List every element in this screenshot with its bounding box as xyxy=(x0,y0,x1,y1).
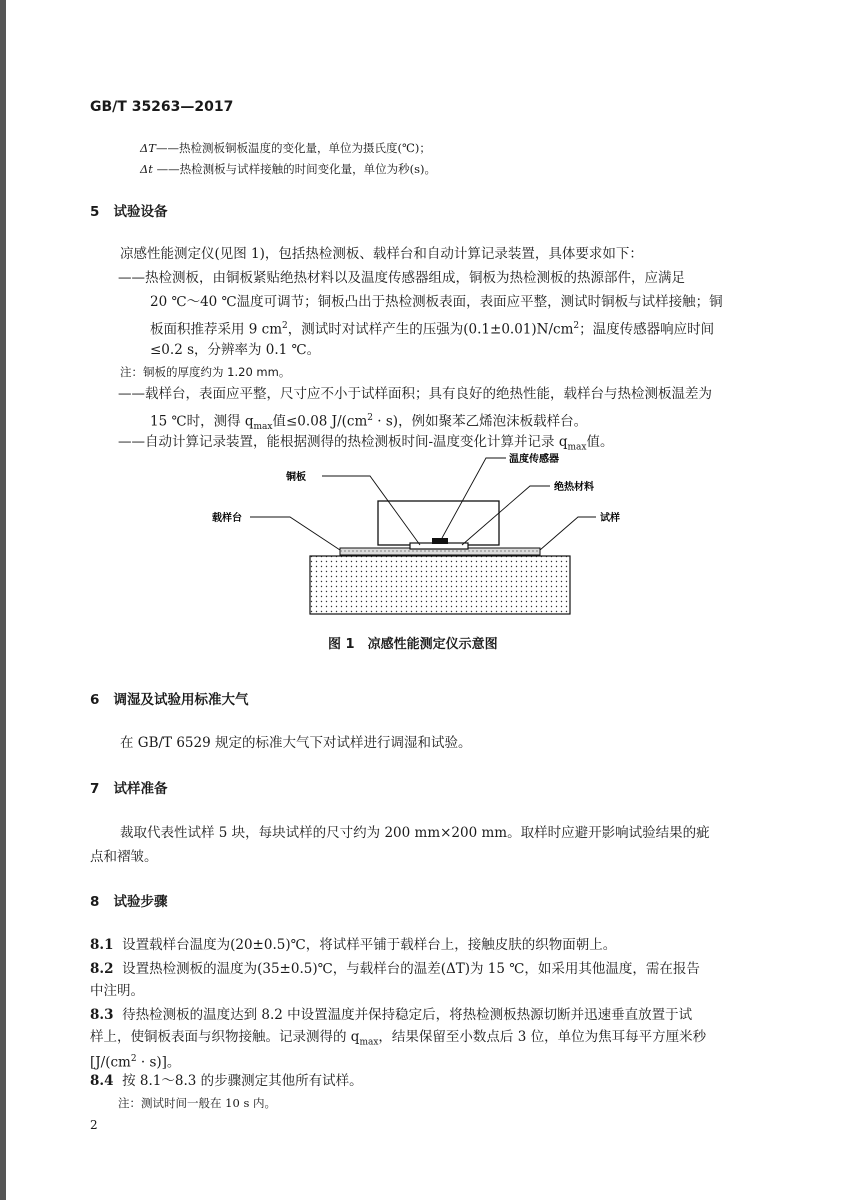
item-hot-plate-line3 xyxy=(150,317,714,339)
section-number: 8 xyxy=(90,894,100,910)
text-span: 样上，使铜板表面与织物接触。记录测得的 q xyxy=(90,1029,360,1045)
text-span: · s)，例如聚苯乙烯泡沫板载样台。 xyxy=(373,413,588,430)
sensor-element xyxy=(432,538,448,544)
definition-delta-T xyxy=(140,139,431,157)
section-title: 调湿及试验用标准大气 xyxy=(113,692,249,708)
stage-block xyxy=(310,556,570,614)
text-span: ——自动计算记录装置，能根据测得的热检测板时间-温度变化计算并记录 q xyxy=(118,434,568,450)
step-8-3-line1 xyxy=(90,1006,692,1024)
section-title: 试验步骤 xyxy=(113,894,168,910)
text-span: 值≤0.08 J/(cm xyxy=(272,413,368,430)
step-text: 待热检测板的温度达到 8.2 中设置温度并保持稳定后，将热检测板热源切断并迅速垂直放置于试 xyxy=(122,1007,693,1023)
text-span: · s)]。 xyxy=(136,1054,181,1071)
item-hot-plate-line1: ——热检测板，由铜板紧贴绝热材料以及温度传感器组成，铜板为热检测板的热源部件，应满足 xyxy=(118,270,685,286)
note-copper-thickness: 注：铜板的厚度约为 1.20 mm。 xyxy=(120,365,291,379)
step-8-1 xyxy=(90,936,616,954)
section-number: 7 xyxy=(90,781,100,797)
section-5-heading xyxy=(90,203,168,221)
step-number: 8.2 xyxy=(90,961,114,977)
section-number: 5 xyxy=(90,204,100,220)
standard-id: GB/T 35263—2017 xyxy=(90,99,234,115)
label-sensor: 温度传感器 xyxy=(509,454,559,465)
page-number: 2 xyxy=(90,1118,98,1132)
text-span: 板面积推荐采用 9 cm xyxy=(150,321,283,338)
section-number: 6 xyxy=(90,692,100,708)
section-title: 试验设备 xyxy=(113,204,168,220)
section-8-heading xyxy=(90,893,168,911)
section-7-body-line2: 点和褶皱。 xyxy=(90,849,158,865)
text-span: ，结果保留至小数点后 3 位，单位为焦耳每平方厘米秒 xyxy=(378,1029,707,1045)
step-text: 设置载样台温度为(20±0.5)℃，将试样平铺于载样台上，接触皮肤的织物面朝上。 xyxy=(122,937,617,953)
item-hot-plate-line4: ≤0.2 s，分辨率为 0.1 ℃。 xyxy=(150,342,321,358)
subscript: max xyxy=(359,1037,379,1048)
definition-text: ——热检测板铜板温度的变化量，单位为摄氏度(℃)； xyxy=(155,141,431,155)
superscript: 2 xyxy=(573,321,580,331)
step-text: 设置热检测板的温度为(35±0.5)℃，与载样台的温差(ΔT)为 15 ℃，如采用其他温度，需在报告 xyxy=(122,961,700,977)
definition-symbol: ΔT xyxy=(140,141,156,155)
step-8-2-line2: 中注明。 xyxy=(90,983,144,999)
step-number: 8.3 xyxy=(90,1007,114,1023)
figure-1-diagram xyxy=(0,440,845,640)
section-7-body-line1: 裁取代表性试样 5 块，每块试样的尺寸约为 200 mm×200 mm。取样时应避开影响试验结果的疵 xyxy=(120,825,710,841)
subscript: max xyxy=(567,442,587,453)
step-number: 8.1 xyxy=(90,937,114,953)
superscript: 2 xyxy=(282,321,288,331)
label-insulation: 绝热材料 xyxy=(554,482,594,493)
section-6-body: 在 GB/T 6529 规定的标准大气下对试样进行调湿和试验。 xyxy=(120,735,472,751)
item-stage-line1: ——载样台，表面应平整，尺寸应不小于试样面积；具有良好的绝热性能，载样台与热检测板温差为 xyxy=(118,386,712,402)
section-5-intro: 凉感性能测定仪(见图 1)，包括热检测板、载样台和自动计算记录装置，具体要求如下： xyxy=(120,246,643,262)
step-text: 按 8.1～8.3 的步骤测定其他所有试样。 xyxy=(122,1073,363,1089)
definition-symbol: Δt xyxy=(140,162,153,176)
superscript: 2 xyxy=(130,1054,137,1064)
step-8-4 xyxy=(90,1072,363,1090)
definition-text: ——热检测板与试样接触的时间变化量，单位为秒(s)。 xyxy=(152,162,436,176)
text-span: [J/(cm xyxy=(90,1054,131,1071)
note-test-time: 注：测试时间一般在 10 s 内。 xyxy=(118,1096,277,1110)
step-8-2-line1 xyxy=(90,960,700,978)
step-8-3-line3 xyxy=(90,1050,180,1072)
step-8-3-line2 xyxy=(90,1028,706,1052)
subscript: max xyxy=(253,422,273,433)
label-copper: 铜板 xyxy=(286,472,306,483)
section-7-heading xyxy=(90,780,168,798)
section-title: 试样准备 xyxy=(113,781,168,797)
item-hot-plate-line2: 20 ℃～40 ℃温度可调节；铜板凸出于热检测板表面，表面应平整，测试时铜板与试样接触；铜 xyxy=(150,294,723,310)
text-span: ；温度传感器响应时间 xyxy=(579,321,715,338)
definition-delta-t xyxy=(140,160,436,178)
label-sample: 试样 xyxy=(600,513,620,524)
step-number: 8.4 xyxy=(90,1073,114,1089)
text-span: ，测试时对试样产生的压强为(0.1±0.01)N/cm xyxy=(287,321,574,338)
text-span: 15 ℃时，测得 q xyxy=(150,413,254,430)
section-6-heading xyxy=(90,691,249,709)
text-span: 值。 xyxy=(586,434,614,450)
superscript: 2 xyxy=(367,413,373,423)
label-stage: 载样台 xyxy=(212,513,242,524)
figure-1-caption: 图 1 凉感性能测定仪示意图 xyxy=(328,637,498,652)
